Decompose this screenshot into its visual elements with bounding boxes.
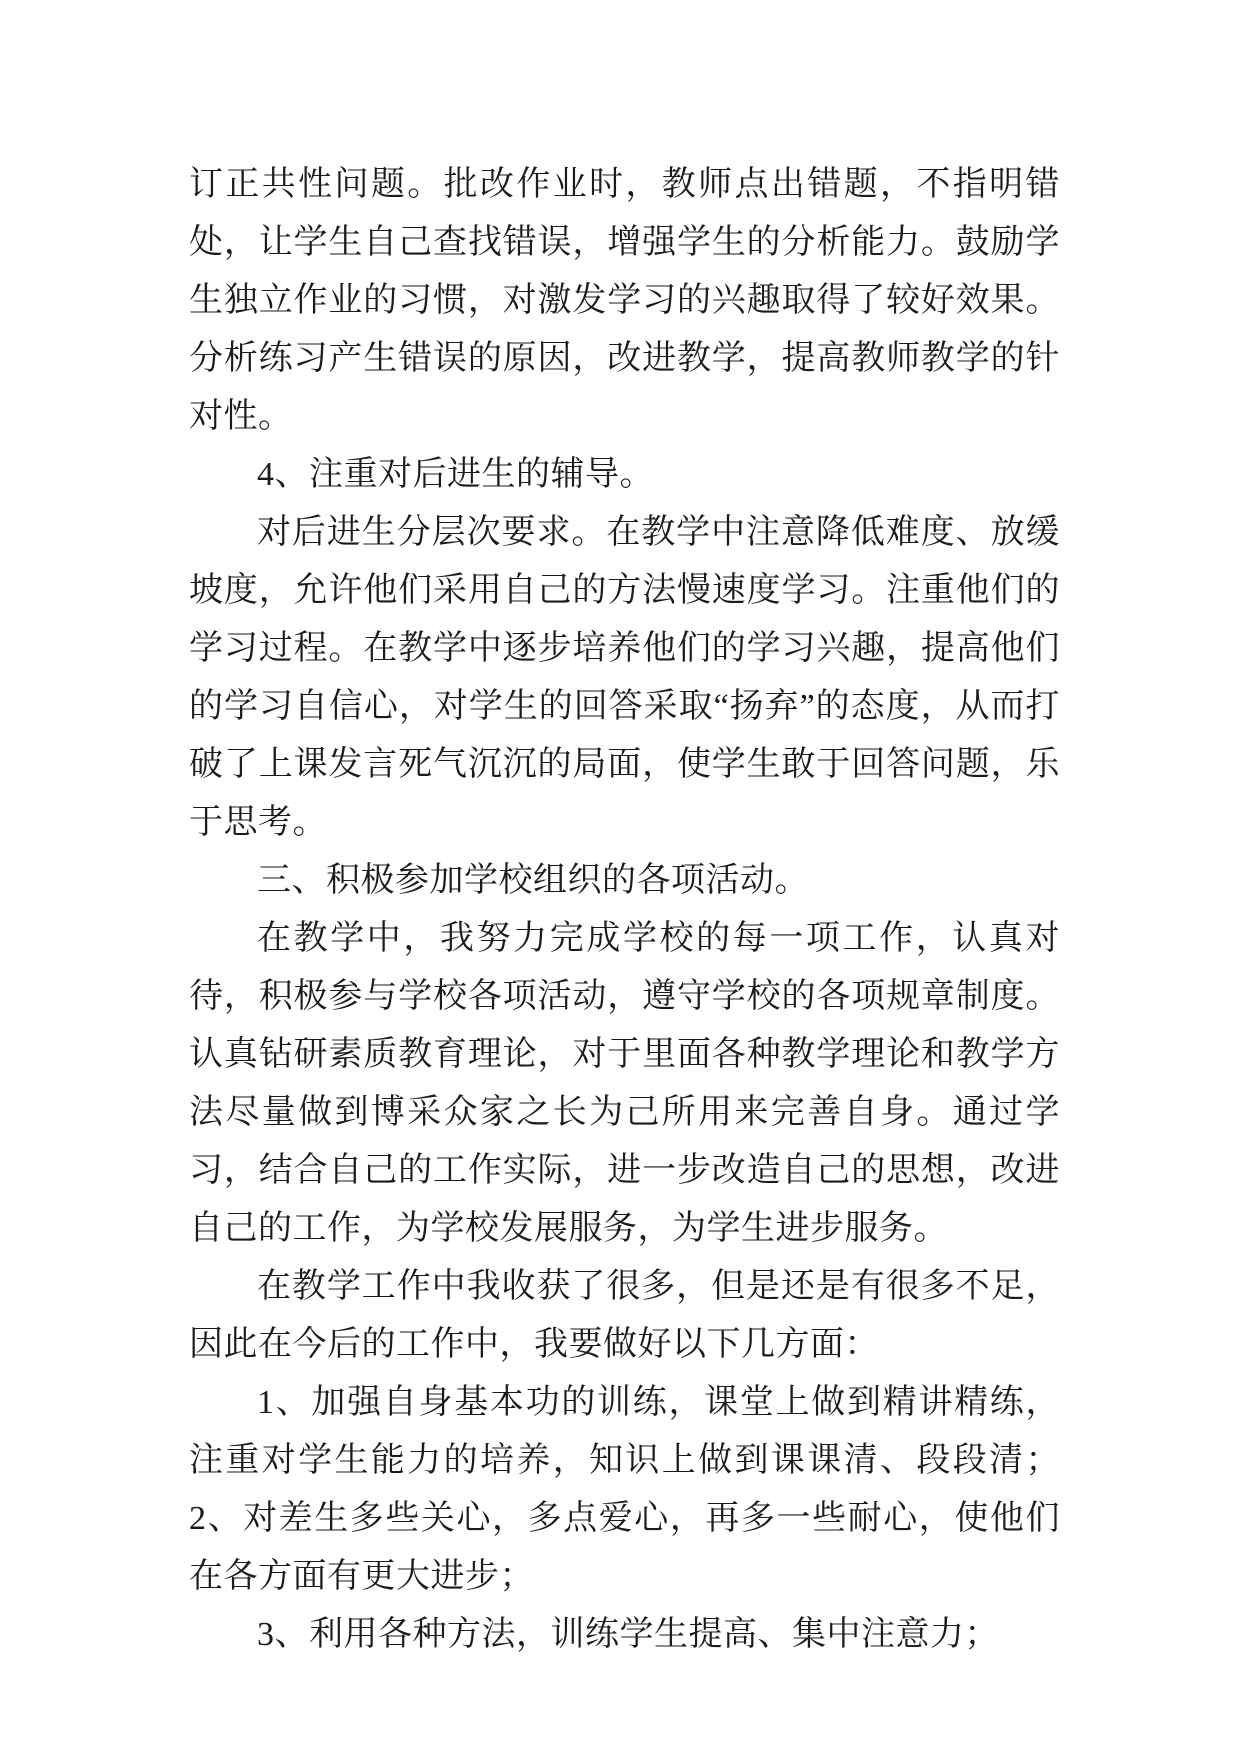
body-paragraph: 在教学工作中我收获了很多，但是还是有很多不足，因此在今后的工作中，我要做好以下几方面： bbox=[189, 1268, 1060, 1363]
body-paragraph: 3、利用各种方法，训练学生提高、集中注意力； bbox=[257, 1616, 999, 1653]
body-paragraph-heading: 4、注重对后进生的辅导。 bbox=[257, 456, 654, 493]
body-paragraph: 在教学中，我努力完成学校的每一项工作，认真对待，积极参与学校各项活动，遵守学校的各项规章制度。认真钻研素质教育理论，对于里面各种教学理论和教学方法尽量做到博采众家之长为己所用来完善自身。通过学习，结合自己的工作实际，进一步改造自己的思想，改进自己的工作，为学校发展服务，为学生进步服务。 bbox=[189, 920, 1060, 1247]
body-paragraph: 1、加强自身基本功的训练，课堂上做到精讲精练，注重对学生能力的培养，知识上做到课课清、段段清；2、对差生多些关心，多点爱心，再多一些耐心，使他们在各方面有更大进步； bbox=[189, 1384, 1060, 1595]
body-paragraph-heading: 三、积极参加学校组织的各项活动。 bbox=[257, 862, 809, 899]
body-paragraph: 订正共性问题。批改作业时，教师点出错题，不指明错处，让学生自己查找错误，增强学生的分析能力。鼓励学生独立作业的习惯，对激发学习的兴趣取得了较好效果。分析练习产生错误的原因，改进教学，提高教师教学的针对性。 bbox=[189, 166, 1060, 435]
body-paragraph: 对后进生分层次要求。在教学中注意降低难度、放缓坡度，允许他们采用自己的方法慢速度学习。注重他们的学习过程。在教学中逐步培养他们的学习兴趣，提高他们的学习自信心，对学生的回答采取“扬弃”的态度，从而打破了上课发言死气沉沉的局面，使学生敢于回答问题，乐于思考。 bbox=[189, 514, 1060, 841]
document-body bbox=[189, 156, 1060, 1664]
